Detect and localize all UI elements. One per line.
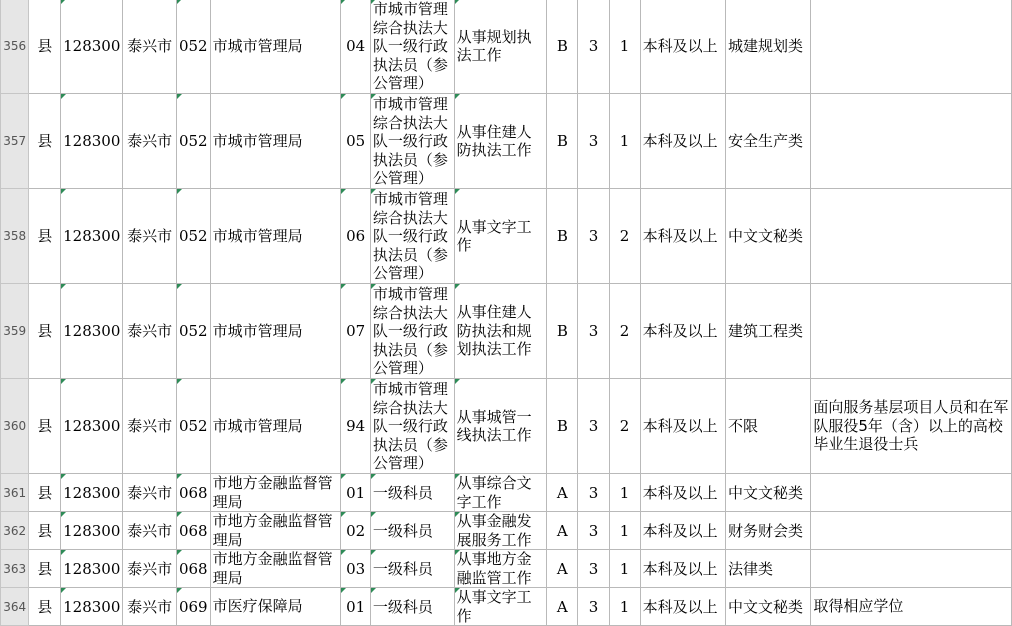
- cell-marker-icon: [371, 284, 376, 289]
- dept-code-cell[interactable]: 052: [176, 189, 210, 284]
- area-code-cell[interactable]: 128300: [61, 588, 123, 626]
- education-cell[interactable]: 本科及以上: [640, 474, 725, 512]
- table-row: [1, 550, 1012, 588]
- cell-marker-icon: [177, 94, 182, 99]
- grade-cell[interactable]: 3: [578, 94, 609, 189]
- note-cell[interactable]: [811, 512, 1012, 550]
- dept-code-cell[interactable]: 069: [176, 588, 210, 626]
- note-cell[interactable]: [811, 0, 1012, 94]
- cell-marker-icon: [61, 0, 66, 4]
- table-row: [1, 0, 1012, 94]
- city-cell[interactable]: 泰兴市: [123, 550, 177, 588]
- level-cell[interactable]: 县: [29, 512, 61, 550]
- category-cell[interactable]: A: [547, 550, 578, 588]
- cell-marker-icon: [341, 284, 346, 289]
- cell-marker-icon: [341, 550, 346, 555]
- cell-marker-icon: [455, 284, 460, 289]
- table-row: [1, 588, 1012, 626]
- duty-cell[interactable]: 从事文字工作: [454, 588, 547, 626]
- dept-code-cell[interactable]: 068: [176, 512, 210, 550]
- row-header[interactable]: 358: [1, 189, 29, 284]
- cell-marker-icon: [371, 474, 376, 479]
- area-code-cell[interactable]: 128300: [61, 379, 123, 474]
- education-cell[interactable]: 本科及以上: [640, 379, 725, 474]
- note-cell[interactable]: [811, 474, 1012, 512]
- headcount-cell[interactable]: 2: [609, 189, 640, 284]
- department-cell[interactable]: 市城市管理局: [210, 284, 341, 379]
- headcount-cell[interactable]: 1: [609, 588, 640, 626]
- education-cell[interactable]: 本科及以上: [640, 0, 725, 94]
- cell-marker-icon: [61, 189, 66, 194]
- level-cell[interactable]: 县: [29, 189, 61, 284]
- position-name-cell[interactable]: 市城市管理综合执法大队一级行政执法员（参公管理）: [370, 379, 454, 474]
- city-cell[interactable]: 泰兴市: [123, 0, 177, 94]
- area-code-cell[interactable]: 128300: [61, 512, 123, 550]
- area-code-cell[interactable]: 128300: [61, 189, 123, 284]
- row-header[interactable]: 360: [1, 379, 29, 474]
- category-cell[interactable]: A: [547, 588, 578, 626]
- city-cell[interactable]: 泰兴市: [123, 512, 177, 550]
- cell-marker-icon: [61, 512, 66, 517]
- cell-marker-icon: [341, 0, 346, 4]
- dept-code-cell[interactable]: 052: [176, 379, 210, 474]
- cell-marker-icon: [177, 474, 182, 479]
- level-cell[interactable]: 县: [29, 379, 61, 474]
- major-cell[interactable]: 中文文秘类: [725, 474, 810, 512]
- dept-code-cell[interactable]: 068: [176, 474, 210, 512]
- category-cell[interactable]: B: [547, 189, 578, 284]
- cell-marker-icon: [455, 189, 460, 194]
- cell-marker-icon: [177, 512, 182, 517]
- table-row: [1, 512, 1012, 550]
- major-cell[interactable]: 安全生产类: [725, 94, 810, 189]
- position-code-cell[interactable]: 06: [341, 189, 370, 284]
- level-cell[interactable]: 县: [29, 588, 61, 626]
- cell-marker-icon: [455, 550, 460, 555]
- cell-marker-icon: [341, 379, 346, 384]
- cell-marker-icon: [371, 0, 376, 4]
- cell-marker-icon: [341, 474, 346, 479]
- category-cell[interactable]: B: [547, 0, 578, 94]
- level-cell[interactable]: 县: [29, 284, 61, 379]
- category-cell[interactable]: A: [547, 512, 578, 550]
- cell-marker-icon: [455, 94, 460, 99]
- grade-cell[interactable]: 3: [578, 189, 609, 284]
- category-cell[interactable]: A: [547, 474, 578, 512]
- position-code-cell[interactable]: 01: [341, 474, 370, 512]
- major-cell[interactable]: 财务财会类: [725, 512, 810, 550]
- grade-cell[interactable]: 3: [578, 379, 609, 474]
- cell-marker-icon: [455, 379, 460, 384]
- position-code-cell[interactable]: 01: [341, 588, 370, 626]
- cell-marker-icon: [61, 550, 66, 555]
- note-cell[interactable]: 取得相应学位: [811, 588, 1012, 626]
- table-body: [1, 0, 1012, 626]
- major-cell[interactable]: 中文文秘类: [725, 588, 810, 626]
- position-code-cell[interactable]: 07: [341, 284, 370, 379]
- cell-marker-icon: [61, 588, 66, 593]
- note-cell[interactable]: [811, 189, 1012, 284]
- city-cell[interactable]: 泰兴市: [123, 379, 177, 474]
- position-name-cell[interactable]: 市城市管理综合执法大队一级行政执法员（参公管理）: [370, 94, 454, 189]
- department-cell[interactable]: 市地方金融监督管理局: [210, 550, 341, 588]
- headcount-cell[interactable]: 2: [609, 284, 640, 379]
- cell-marker-icon: [61, 474, 66, 479]
- cell-marker-icon: [455, 512, 460, 517]
- cell-marker-icon: [341, 94, 346, 99]
- cell-marker-icon: [61, 379, 66, 384]
- position-code-cell[interactable]: 02: [341, 512, 370, 550]
- education-cell[interactable]: 本科及以上: [640, 189, 725, 284]
- note-cell[interactable]: 面向服务基层项目人员和在军队服役5年（含）以上的高校毕业生退役士兵: [811, 379, 1012, 474]
- duty-cell[interactable]: 从事地方金融监管工作: [454, 550, 547, 588]
- position-name-cell[interactable]: 一级科员: [370, 474, 454, 512]
- dept-code-cell[interactable]: 052: [176, 284, 210, 379]
- cell-marker-icon: [371, 550, 376, 555]
- cell-marker-icon: [341, 189, 346, 194]
- city-cell[interactable]: 泰兴市: [123, 189, 177, 284]
- cell-marker-icon: [177, 379, 182, 384]
- cell-marker-icon: [61, 94, 66, 99]
- table-row: [1, 474, 1012, 512]
- area-code-cell[interactable]: 128300: [61, 550, 123, 588]
- major-cell[interactable]: 建筑工程类: [725, 284, 810, 379]
- duty-cell[interactable]: 从事城管一线执法工作: [454, 379, 547, 474]
- row-header[interactable]: 357: [1, 94, 29, 189]
- cell-marker-icon: [371, 588, 376, 593]
- major-cell[interactable]: 法律类: [725, 550, 810, 588]
- city-cell[interactable]: 泰兴市: [123, 474, 177, 512]
- row-header[interactable]: 363: [1, 550, 29, 588]
- row-header[interactable]: 359: [1, 284, 29, 379]
- department-cell[interactable]: 市医疗保障局: [210, 588, 341, 626]
- education-cell[interactable]: 本科及以上: [640, 550, 725, 588]
- cell-marker-icon: [455, 474, 460, 479]
- position-code-cell[interactable]: 05: [341, 94, 370, 189]
- note-cell[interactable]: [811, 550, 1012, 588]
- cell-marker-icon: [177, 0, 182, 4]
- duty-cell[interactable]: 从事综合文字工作: [454, 474, 547, 512]
- headcount-cell[interactable]: 1: [609, 512, 640, 550]
- level-cell[interactable]: 县: [29, 550, 61, 588]
- position-name-cell[interactable]: 市城市管理综合执法大队一级行政执法员（参公管理）: [370, 0, 454, 94]
- cell-marker-icon: [341, 512, 346, 517]
- department-cell[interactable]: 市地方金融监督管理局: [210, 512, 341, 550]
- department-cell[interactable]: 市城市管理局: [210, 94, 341, 189]
- level-cell[interactable]: 县: [29, 0, 61, 94]
- cell-marker-icon: [455, 588, 460, 593]
- city-cell[interactable]: 泰兴市: [123, 94, 177, 189]
- position-code-cell[interactable]: 03: [341, 550, 370, 588]
- position-name-cell[interactable]: 一级科员: [370, 550, 454, 588]
- table-row: [1, 94, 1012, 189]
- note-cell[interactable]: [811, 94, 1012, 189]
- cell-marker-icon: [371, 512, 376, 517]
- education-cell[interactable]: 本科及以上: [640, 94, 725, 189]
- dept-code-cell[interactable]: 052: [176, 94, 210, 189]
- major-cell[interactable]: 不限: [725, 379, 810, 474]
- city-cell[interactable]: 泰兴市: [123, 588, 177, 626]
- headcount-cell[interactable]: 2: [609, 379, 640, 474]
- cell-marker-icon: [61, 284, 66, 289]
- headcount-cell[interactable]: 1: [609, 0, 640, 94]
- cell-marker-icon: [341, 588, 346, 593]
- note-cell[interactable]: [811, 284, 1012, 379]
- cell-marker-icon: [177, 550, 182, 555]
- cell-marker-icon: [177, 189, 182, 194]
- position-name-cell[interactable]: 市城市管理综合执法大队一级行政执法员（参公管理）: [370, 284, 454, 379]
- grade-cell[interactable]: 3: [578, 474, 609, 512]
- duty-cell[interactable]: 从事金融发展服务工作: [454, 512, 547, 550]
- area-code-cell[interactable]: 128300: [61, 0, 123, 94]
- dept-code-cell[interactable]: 068: [176, 550, 210, 588]
- headcount-cell[interactable]: 1: [609, 550, 640, 588]
- department-cell[interactable]: 市城市管理局: [210, 0, 341, 94]
- major-cell[interactable]: 城建规划类: [725, 0, 810, 94]
- grade-cell[interactable]: 3: [578, 588, 609, 626]
- grade-cell[interactable]: 3: [578, 0, 609, 94]
- cell-marker-icon: [371, 379, 376, 384]
- category-cell[interactable]: B: [547, 284, 578, 379]
- education-cell[interactable]: 本科及以上: [640, 284, 725, 379]
- category-cell[interactable]: B: [547, 94, 578, 189]
- position-name-cell[interactable]: 一级科员: [370, 512, 454, 550]
- level-cell[interactable]: 县: [29, 94, 61, 189]
- major-cell[interactable]: 中文文秘类: [725, 189, 810, 284]
- category-cell[interactable]: B: [547, 379, 578, 474]
- department-cell[interactable]: 市地方金融监督管理局: [210, 474, 341, 512]
- row-header[interactable]: 362: [1, 512, 29, 550]
- duty-cell[interactable]: 从事规划执法工作: [454, 0, 547, 94]
- cell-marker-icon: [371, 189, 376, 194]
- level-cell[interactable]: 县: [29, 474, 61, 512]
- duty-cell[interactable]: 从事住建人防执法工作: [454, 94, 547, 189]
- duty-cell[interactable]: 从事住建人防执法和规划执法工作: [454, 284, 547, 379]
- cell-marker-icon: [177, 284, 182, 289]
- table-row: [1, 379, 1012, 474]
- area-code-cell[interactable]: 128300: [61, 284, 123, 379]
- headcount-cell[interactable]: 1: [609, 94, 640, 189]
- city-cell[interactable]: 泰兴市: [123, 284, 177, 379]
- area-code-cell[interactable]: 128300: [61, 474, 123, 512]
- grade-cell[interactable]: 3: [578, 512, 609, 550]
- grade-cell[interactable]: 3: [578, 550, 609, 588]
- grade-cell[interactable]: 3: [578, 284, 609, 379]
- cell-marker-icon: [455, 0, 460, 4]
- cell-marker-icon: [177, 588, 182, 593]
- row-header[interactable]: 364: [1, 588, 29, 626]
- education-cell[interactable]: 本科及以上: [640, 588, 725, 626]
- position-code-cell[interactable]: 94: [341, 379, 370, 474]
- position-code-cell[interactable]: 04: [341, 0, 370, 94]
- position-name-cell[interactable]: 市城市管理综合执法大队一级行政执法员（参公管理）: [370, 189, 454, 284]
- position-name-cell[interactable]: 一级科员: [370, 588, 454, 626]
- dept-code-cell[interactable]: 052: [176, 0, 210, 94]
- table-row: [1, 189, 1012, 284]
- row-header[interactable]: 361: [1, 474, 29, 512]
- headcount-cell[interactable]: 1: [609, 474, 640, 512]
- row-header[interactable]: 356: [1, 0, 29, 94]
- education-cell[interactable]: 本科及以上: [640, 512, 725, 550]
- area-code-cell[interactable]: 128300: [61, 94, 123, 189]
- cell-marker-icon: [371, 94, 376, 99]
- department-cell[interactable]: 市城市管理局: [210, 189, 341, 284]
- department-cell[interactable]: 市城市管理局: [210, 379, 341, 474]
- table-row: [1, 284, 1012, 379]
- duty-cell[interactable]: 从事文字工作: [454, 189, 547, 284]
